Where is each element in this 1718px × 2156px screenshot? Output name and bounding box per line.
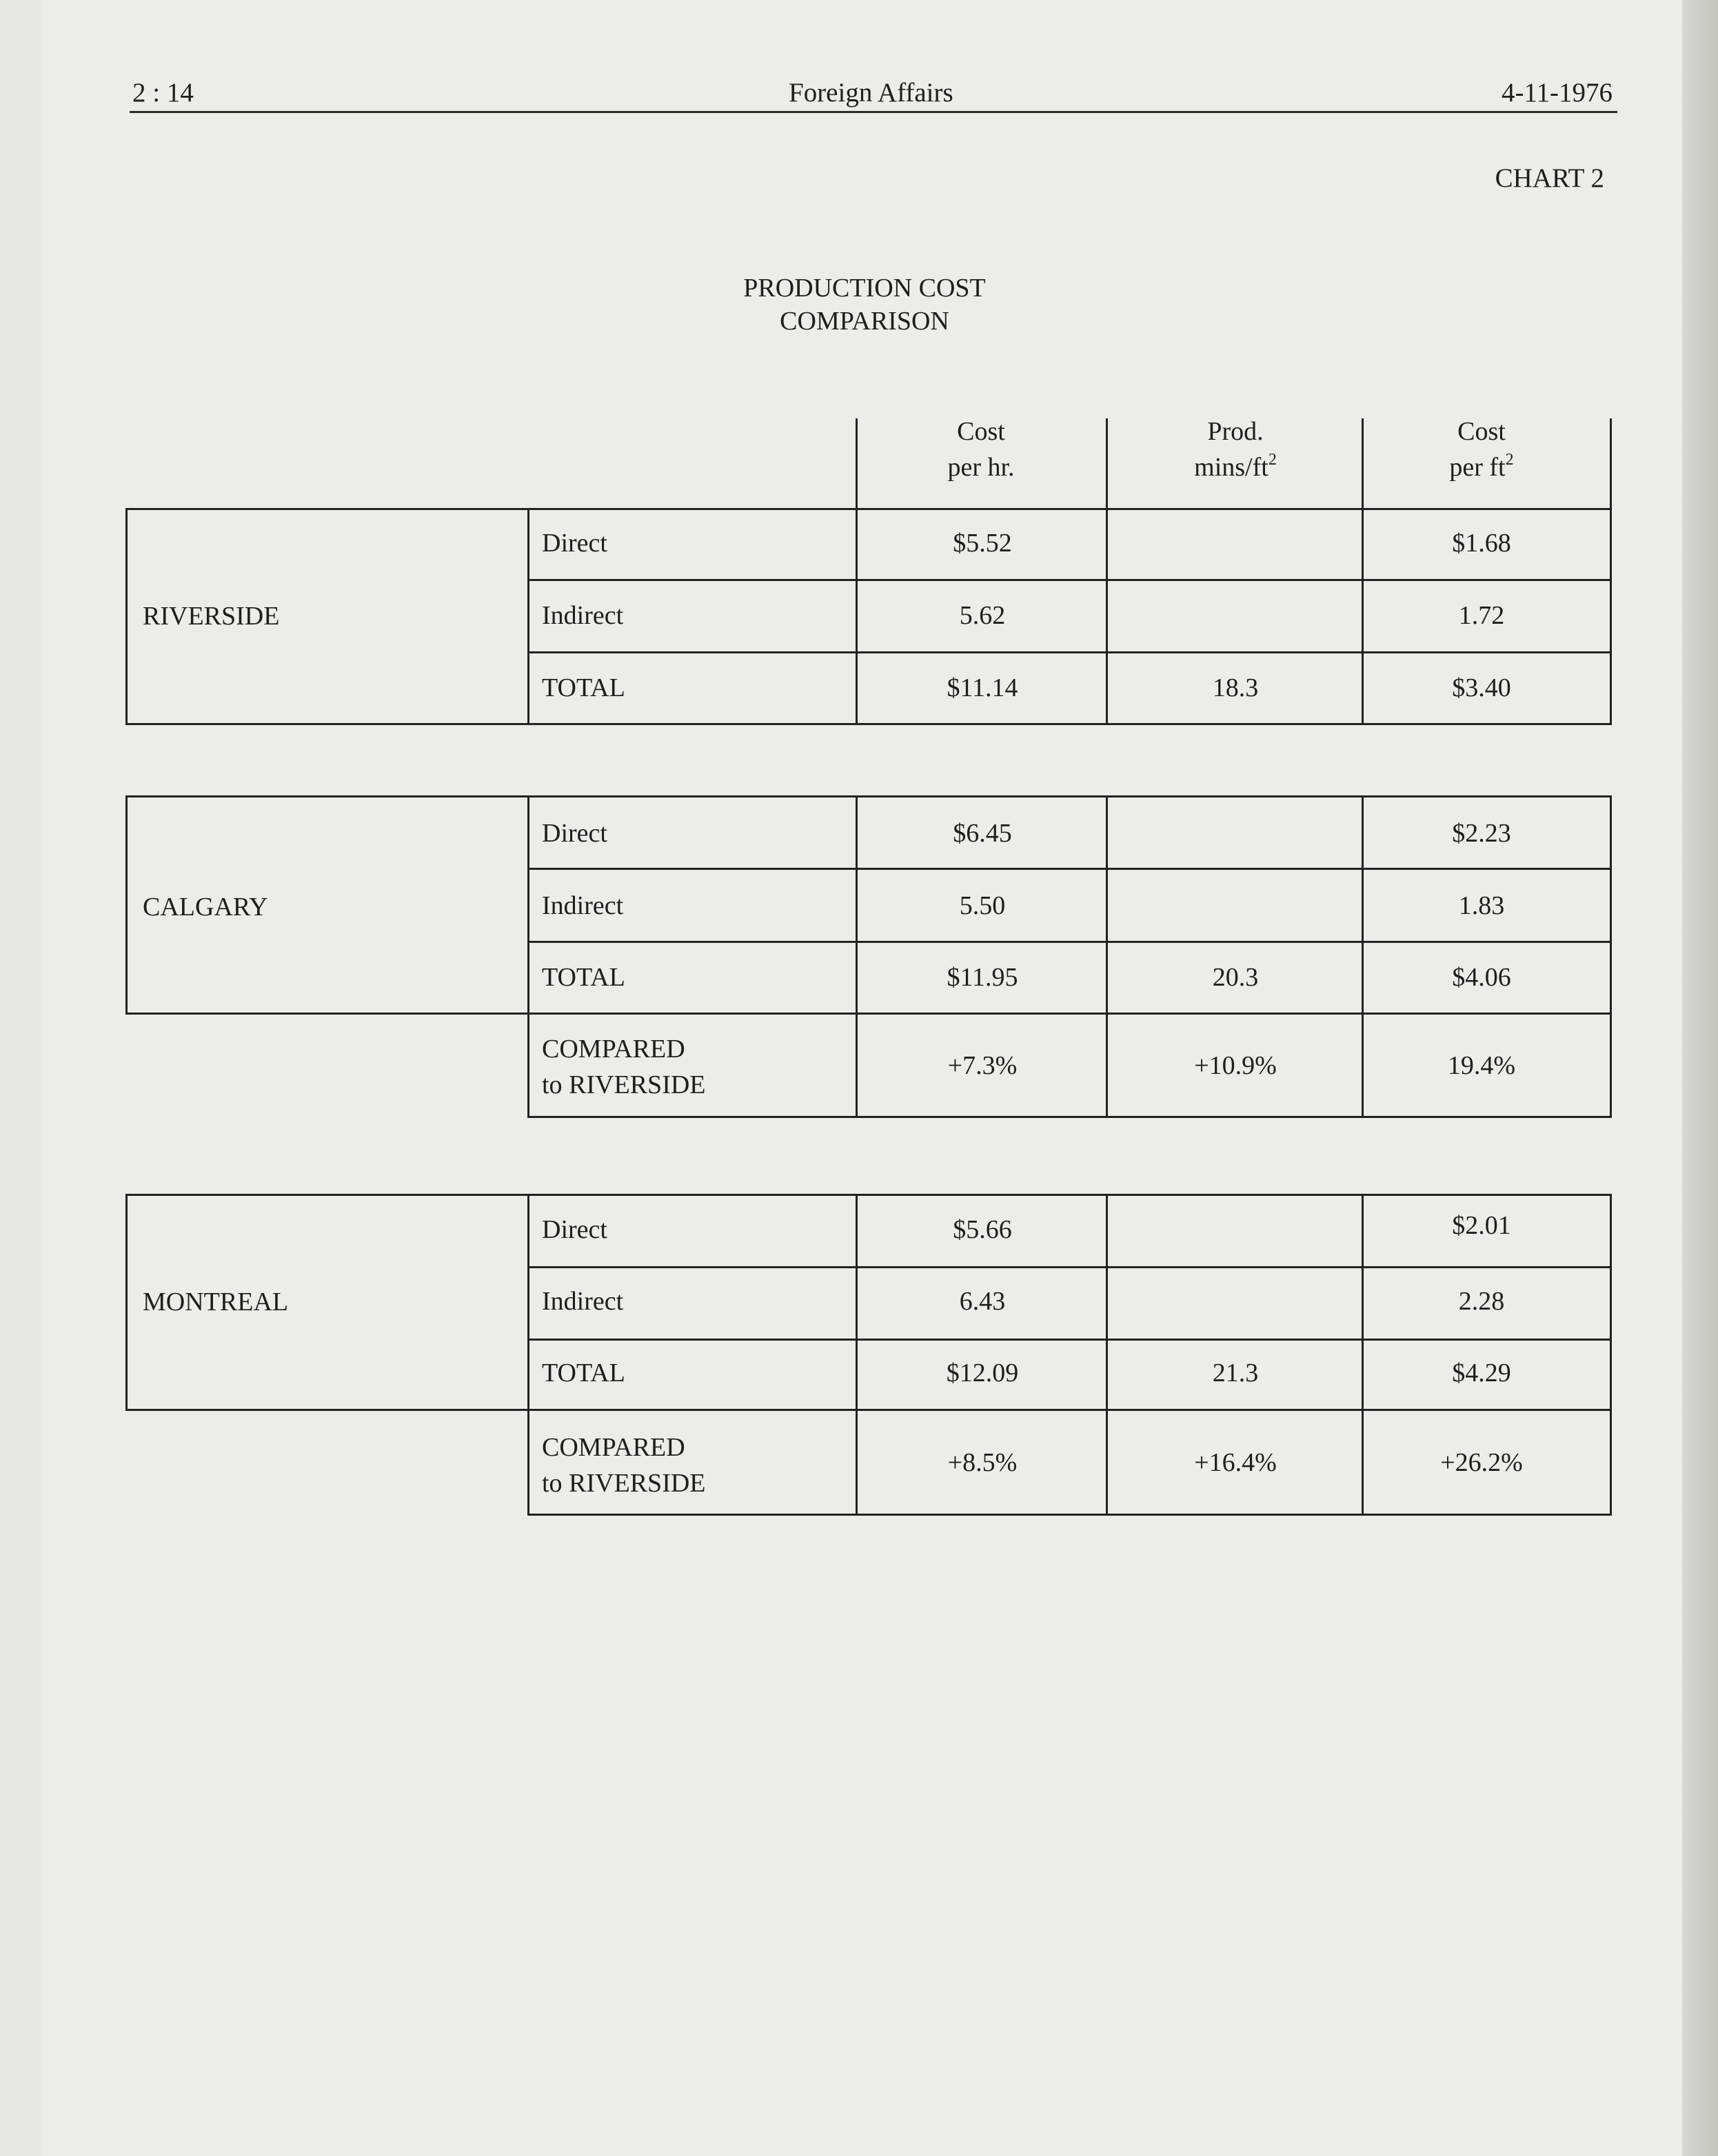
table-rule-horizontal	[125, 1194, 1612, 1196]
table-rule-horizontal	[527, 941, 1612, 943]
calgary-total-cost-hr: $11.95	[947, 963, 1018, 992]
riverside-total-cost-ft: $3.40	[1452, 673, 1511, 702]
title-line-1: PRODUCTION COST	[743, 274, 986, 303]
montreal-compared-cost-ft: +26.2%	[1440, 1448, 1523, 1477]
riverside-direct-cost-hr: $5.52	[953, 529, 1012, 558]
title-line-2: COMPARISON	[780, 307, 949, 336]
column-header-cost-per-hr: Cost per hr.	[947, 417, 1015, 482]
montreal-compared-cost-hr: +8.5%	[947, 1448, 1018, 1477]
page-binding-edge	[1682, 0, 1718, 2156]
column-header-prod-mins: Prod. mins/$ft^2$	[1194, 417, 1277, 482]
montreal-total-cost-hr: $12.09	[946, 1359, 1019, 1387]
row-label-direct: Direct	[542, 529, 607, 558]
calgary-direct-cost-ft: $2.23	[1452, 819, 1511, 848]
page-number: 2 : 14	[132, 78, 194, 108]
row-label-compared: COMPARED to RIVERSIDE	[542, 1433, 706, 1498]
riverside-direct-cost-ft: $1.68	[1452, 529, 1511, 558]
table-rule-vertical	[856, 508, 858, 725]
row-label-indirect: Indirect	[542, 1287, 624, 1316]
table-rule-horizontal	[125, 508, 1612, 510]
table-rule-horizontal	[527, 579, 1612, 581]
riverside-total-cost-hr: $11.14	[947, 673, 1018, 702]
header-divider	[1362, 418, 1364, 508]
column-header-cost-per-ft: Cost per $ft^2$	[1449, 417, 1514, 482]
row-label-total: TOTAL	[542, 1359, 625, 1387]
riverside-indirect-cost-hr: 5.62	[959, 601, 1006, 630]
table-rule-vertical	[527, 795, 529, 1118]
plant-name-montreal: MONTREAL	[143, 1288, 289, 1316]
row-label-total: TOTAL	[542, 673, 625, 702]
calgary-compared-cost-hr: +7.3%	[947, 1051, 1018, 1080]
chart-label: CHART 2	[1495, 163, 1604, 193]
calgary-direct-cost-hr: $6.45	[953, 819, 1012, 848]
table-rule-vertical	[527, 1194, 529, 1516]
table-rule-vertical	[125, 1194, 128, 1411]
montreal-direct-cost-ft: $2.01	[1452, 1211, 1511, 1240]
riverside-total-prod: 18.3	[1212, 673, 1259, 702]
page-date: 4-11-1976	[1502, 78, 1613, 108]
calgary-total-cost-ft: $4.06	[1452, 963, 1511, 992]
table-rule-horizontal	[527, 1514, 1612, 1516]
montreal-total-cost-ft: $4.29	[1452, 1359, 1511, 1387]
riverside-indirect-cost-ft: 1.72	[1458, 601, 1505, 630]
header-rule	[130, 111, 1617, 113]
calgary-total-prod: 20.3	[1212, 963, 1259, 992]
table-rule-horizontal	[527, 1339, 1612, 1341]
plant-name-riverside: RIVERSIDE	[143, 602, 280, 631]
table-rule-horizontal	[125, 795, 1612, 797]
table-rule-horizontal	[527, 1116, 1612, 1118]
header-divider	[1610, 418, 1612, 508]
row-label-direct: Direct	[542, 819, 607, 848]
row-label-total: TOTAL	[542, 963, 625, 992]
table-rule-vertical	[125, 795, 128, 1015]
table-rule-vertical	[856, 795, 858, 1118]
table-rule-horizontal	[125, 723, 1612, 725]
publication-name: Foreign Affairs	[789, 78, 953, 108]
montreal-total-prod: 21.3	[1212, 1359, 1259, 1387]
table-rule-vertical	[856, 1194, 858, 1516]
table-rule-horizontal	[527, 651, 1612, 653]
row-label-direct: Direct	[542, 1215, 607, 1244]
table-rule-horizontal	[125, 1409, 1612, 1411]
plant-name-calgary: CALGARY	[143, 893, 268, 922]
table-rule-vertical	[1610, 508, 1612, 725]
row-label-indirect: Indirect	[542, 601, 624, 630]
calgary-compared-cost-ft: 19.4%	[1447, 1051, 1516, 1080]
header-divider	[856, 418, 858, 508]
chart-title	[727, 272, 1002, 338]
table-rule-vertical	[527, 508, 529, 725]
table-rule-horizontal	[125, 1013, 1612, 1015]
montreal-indirect-cost-hr: 6.43	[959, 1287, 1006, 1316]
table-rule-vertical	[125, 508, 128, 725]
row-label-indirect: Indirect	[542, 891, 624, 920]
table-rule-horizontal	[527, 868, 1612, 870]
table-rule-horizontal	[527, 1266, 1612, 1268]
header-divider	[1106, 418, 1108, 508]
calgary-compared-prod: +10.9%	[1194, 1051, 1277, 1080]
montreal-indirect-cost-ft: 2.28	[1458, 1287, 1505, 1316]
row-label-compared: COMPARED to RIVERSIDE	[542, 1035, 706, 1099]
table-rule-vertical	[1610, 795, 1612, 1118]
montreal-compared-prod: +16.4%	[1194, 1448, 1277, 1477]
table-rule-vertical	[1610, 1194, 1612, 1516]
calgary-indirect-cost-hr: 5.50	[959, 891, 1006, 920]
calgary-indirect-cost-ft: 1.83	[1458, 891, 1505, 920]
montreal-direct-cost-hr: $5.66	[953, 1215, 1012, 1244]
